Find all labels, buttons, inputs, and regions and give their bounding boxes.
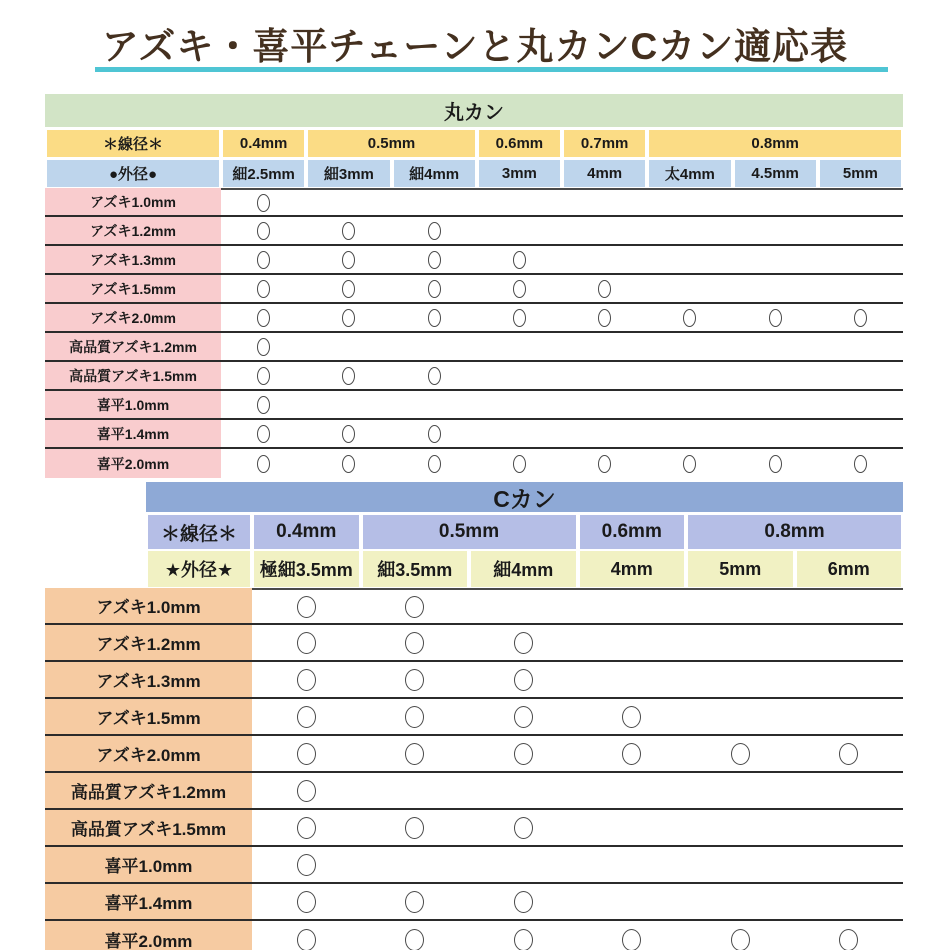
marukan-table-header: 丸カン [45,94,903,127]
title-underline [95,67,888,72]
compatibility-cell-empty [562,246,647,273]
compatibility-cell-marked [221,188,306,215]
compatible-circle-icon [428,222,441,240]
compatibility-cell-marked [361,588,470,623]
compatibility-cell-marked [477,275,562,302]
compatible-circle-icon [257,396,270,414]
compatibility-cell-empty [578,625,687,660]
compatibility-cell-marked [392,449,477,478]
compatibility-cell-marked [252,662,361,697]
table-row [45,625,903,662]
compatible-circle-icon [405,669,424,691]
compatibility-cell-marked [221,333,306,360]
compatible-circle-icon [405,817,424,839]
compatible-circle-icon [731,929,750,950]
compatibility-cell-empty [733,333,818,360]
compatibility-cell-empty [818,246,903,273]
compatible-circle-icon [839,929,858,950]
compatible-circle-icon [514,817,533,839]
compatibility-cell-marked [252,921,361,950]
compatibility-cell-marked [361,699,470,734]
compatibility-cell-marked [392,275,477,302]
compatibility-cell-empty [795,699,904,734]
compatibility-cell-empty [818,391,903,418]
chain-type-label: 高品質アズキ1.2mm [45,773,252,808]
table-row [45,217,903,246]
wire-diameter-value: 0.8mm [649,130,901,157]
compatibility-cell-empty [795,588,904,623]
compatibility-cell-marked [361,884,470,919]
compatible-circle-icon [405,706,424,728]
table-row [45,420,903,449]
compatibility-cell-empty [477,188,562,215]
compatibility-cell-marked [252,847,361,882]
compatibility-cell-empty [733,391,818,418]
table-row [45,736,903,773]
compatibility-cell-marked [252,736,361,771]
compatibility-cell-empty [647,391,732,418]
chain-type-label: 喜平1.0mm [45,391,221,418]
compatibility-cell-empty [477,217,562,244]
compatible-circle-icon [854,309,867,327]
compatibility-cell-marked [361,921,470,950]
compatible-circle-icon [297,632,316,654]
compatibility-cell-marked [562,304,647,331]
marukan-outer-diameter-row [45,160,903,187]
compatibility-cell-empty [578,847,687,882]
compatible-circle-icon [428,280,441,298]
compatibility-cell-marked [392,420,477,447]
compatibility-cell-marked [562,275,647,302]
compatible-circle-icon [297,706,316,728]
wire-diameter-value: 0.5mm [308,130,475,157]
compatibility-cell-marked [578,699,687,734]
compatibility-cell-empty [818,420,903,447]
compatible-circle-icon [428,251,441,269]
compatible-circle-icon [405,891,424,913]
compatible-circle-icon [405,743,424,765]
compatible-circle-icon [297,780,316,802]
compatible-circle-icon [428,309,441,327]
compatibility-cell-marked [392,217,477,244]
compatible-circle-icon [297,891,316,913]
compatible-circle-icon [405,632,424,654]
outer-diameter-value: 細3mm [308,160,389,187]
compatibility-cell-marked [477,304,562,331]
compatibility-cell-marked [578,736,687,771]
compatibility-cell-empty [562,188,647,215]
compatibility-cell-empty [818,333,903,360]
marukan-table-body [45,188,903,478]
compatibility-cell-marked [795,736,904,771]
compatible-circle-icon [769,309,782,327]
ckan-wire-diameter-row [146,515,903,549]
chain-type-label: アズキ1.3mm [45,662,252,697]
chain-type-label: アズキ1.2mm [45,217,221,244]
table-row [45,810,903,847]
compatibility-cell-empty [477,391,562,418]
chain-type-label: 喜平2.0mm [45,921,252,950]
compatibility-cell-empty [733,420,818,447]
compatibility-cell-marked [818,449,903,478]
compatible-circle-icon [598,280,611,298]
compatibility-cell-marked [252,810,361,845]
compatible-circle-icon [257,367,270,385]
wire-diameter-value: 0.6mm [580,515,685,549]
compatibility-cell-marked [392,362,477,389]
compatible-circle-icon [342,251,355,269]
compatibility-cell-marked [252,699,361,734]
wire-diameter-label: ＊線径＊ [148,515,250,549]
outer-diameter-value: 細3.5mm [363,551,468,587]
compatibility-cell-marked [252,773,361,808]
compatibility-cell-empty [647,362,732,389]
compatibility-cell-marked [306,362,391,389]
table-row [45,188,903,217]
compatible-circle-icon [297,929,316,950]
outer-diameter-value: 6mm [797,551,902,587]
wire-diameter-value: 0.4mm [223,130,304,157]
ckan-table-header: Cカン [146,482,903,512]
chain-type-label: アズキ1.5mm [45,699,252,734]
compatibility-cell-empty [469,773,578,808]
compatible-circle-icon [513,280,526,298]
chain-type-label: アズキ2.0mm [45,304,221,331]
table-row [45,275,903,304]
compatibility-cell-empty [795,810,904,845]
compatibility-cell-marked [306,275,391,302]
compatibility-cell-empty [733,362,818,389]
compatibility-cell-marked [361,662,470,697]
compatibility-cell-marked [221,217,306,244]
table-row [45,847,903,884]
compatibility-cell-marked [795,921,904,950]
compatibility-cell-marked [221,449,306,478]
table-row [45,246,903,275]
compatible-circle-icon [514,632,533,654]
compatible-circle-icon [514,706,533,728]
compatibility-cell-empty [392,188,477,215]
compatible-circle-icon [769,455,782,473]
compatibility-cell-empty [795,847,904,882]
compatibility-cell-marked [221,391,306,418]
outer-diameter-value: 細2.5mm [223,160,304,187]
compatible-circle-icon [683,455,696,473]
compatible-circle-icon [342,309,355,327]
chain-type-label: アズキ2.0mm [45,736,252,771]
table-row [45,449,903,478]
compatible-circle-icon [257,194,270,212]
compatibility-cell-empty [818,275,903,302]
compatible-circle-icon [514,669,533,691]
compatibility-cell-empty [562,362,647,389]
compatibility-cell-marked [469,662,578,697]
compatibility-cell-empty [306,333,391,360]
compatibility-cell-empty [477,362,562,389]
outer-diameter-value: 5mm [688,551,793,587]
compatibility-cell-empty [562,333,647,360]
compatible-circle-icon [683,309,696,327]
compatible-circle-icon [514,891,533,913]
compatibility-cell-marked [361,736,470,771]
compatible-circle-icon [342,280,355,298]
table-row [45,884,903,921]
compatible-circle-icon [297,854,316,876]
compatibility-cell-empty [392,333,477,360]
compatible-circle-icon [405,596,424,618]
outer-diameter-label: ★外径★ [148,551,250,587]
compatible-circle-icon [297,743,316,765]
compatibility-cell-empty [306,391,391,418]
chain-type-label: 高品質アズキ1.2mm [45,333,221,360]
compatibility-cell-marked [818,304,903,331]
outer-diameter-value: 3mm [479,160,560,187]
compatible-circle-icon [257,251,270,269]
chain-type-label: アズキ1.0mm [45,188,221,215]
compatible-circle-icon [854,455,867,473]
compatibility-cell-marked [469,884,578,919]
compatible-circle-icon [622,743,641,765]
compatibility-cell-marked [469,810,578,845]
compatibility-cell-marked [733,304,818,331]
ckan-table-header-block [146,482,903,587]
chain-type-label: アズキ1.0mm [45,588,252,623]
compatibility-cell-marked [469,625,578,660]
compatible-circle-icon [428,425,441,443]
compatibility-cell-empty [686,810,795,845]
compatibility-cell-empty [647,420,732,447]
compatibility-cell-marked [469,921,578,950]
compatible-circle-icon [428,367,441,385]
compatibility-cell-empty [686,662,795,697]
compatibility-cell-empty [477,333,562,360]
compatibility-cell-marked [392,246,477,273]
compatibility-cell-empty [361,773,470,808]
outer-diameter-value: 太4mm [649,160,730,187]
wire-diameter-value: 0.8mm [688,515,901,549]
compatibility-cell-empty [361,847,470,882]
table-row [45,333,903,362]
compatible-circle-icon [342,367,355,385]
compatibility-cell-empty [392,391,477,418]
wire-diameter-value: 0.7mm [564,130,645,157]
compatibility-cell-empty [818,217,903,244]
compatibility-cell-empty [647,246,732,273]
compatibility-cell-marked [252,625,361,660]
outer-diameter-value: 極細3.5mm [254,551,359,587]
chain-type-label: 高品質アズキ1.5mm [45,810,252,845]
compatibility-cell-marked [477,246,562,273]
compatibility-cell-empty [733,275,818,302]
compatible-circle-icon [257,222,270,240]
compatibility-cell-marked [562,449,647,478]
compatibility-cell-empty [686,699,795,734]
compatibility-cell-empty [795,625,904,660]
page-title: アズキ・喜平チェーンと丸カンCカン適応表 [101,26,849,67]
compatible-circle-icon [342,455,355,473]
compatibility-cell-empty [733,188,818,215]
compatibility-cell-marked [469,699,578,734]
outer-diameter-value: 5mm [820,160,901,187]
table-row [45,662,903,699]
compatibility-cell-marked [252,884,361,919]
compatible-circle-icon [257,309,270,327]
compatibility-cell-marked [578,921,687,950]
chain-type-label: アズキ1.5mm [45,275,221,302]
compatibility-cell-empty [578,588,687,623]
compatible-circle-icon [405,929,424,950]
compatibility-cell-empty [477,420,562,447]
compatibility-cell-empty [469,847,578,882]
compatibility-cell-marked [733,449,818,478]
compatibility-cell-marked [686,736,795,771]
compatibility-cell-empty [733,246,818,273]
compatible-circle-icon [297,817,316,839]
wire-diameter-value: 0.6mm [479,130,560,157]
compatible-circle-icon [257,425,270,443]
compatible-circle-icon [342,425,355,443]
table-row [45,362,903,391]
table-row [45,304,903,333]
compatibility-cell-marked [221,246,306,273]
compatible-circle-icon [731,743,750,765]
compatibility-cell-marked [221,420,306,447]
compatibility-cell-empty [562,420,647,447]
ckan-outer-diameter-row [146,551,903,587]
compatible-circle-icon [514,743,533,765]
compatible-circle-icon [598,455,611,473]
outer-diameter-value: 細4mm [394,160,475,187]
table-row [45,921,903,950]
compatibility-cell-marked [469,736,578,771]
compatibility-cell-marked [221,362,306,389]
compatibility-cell-empty [578,773,687,808]
marukan-wire-diameter-row [45,130,903,157]
compatibility-cell-marked [306,246,391,273]
table-row [45,699,903,736]
compatibility-cell-marked [361,625,470,660]
compatibility-cell-empty [686,847,795,882]
compatibility-cell-marked [221,304,306,331]
outer-diameter-value: 細4mm [471,551,576,587]
compatibility-cell-marked [647,304,732,331]
compatibility-cell-marked [361,810,470,845]
marukan-table [45,94,903,478]
compatibility-cell-empty [733,217,818,244]
compatible-circle-icon [428,455,441,473]
compatibility-cell-empty [818,362,903,389]
compatible-circle-icon [839,743,858,765]
chain-type-label: アズキ1.3mm [45,246,221,273]
compatible-circle-icon [514,929,533,950]
compatible-circle-icon [513,251,526,269]
compatible-circle-icon [342,222,355,240]
ckan-table-body-block [45,588,903,950]
compatibility-cell-empty [562,217,647,244]
compatibility-cell-marked [252,588,361,623]
compatibility-cell-empty [686,588,795,623]
compatibility-cell-marked [306,420,391,447]
compatible-circle-icon [257,455,270,473]
outer-diameter-value: 4mm [564,160,645,187]
outer-diameter-value: 4.5mm [735,160,816,187]
outer-diameter-label: ●外径● [47,160,219,187]
wire-diameter-value: 0.5mm [363,515,576,549]
compatibility-cell-marked [392,304,477,331]
wire-diameter-label: ＊線径＊ [47,130,219,157]
chain-type-label: 喜平2.0mm [45,449,221,478]
compatibility-cell-empty [562,391,647,418]
compatible-circle-icon [513,309,526,327]
compatible-circle-icon [257,280,270,298]
ckan-table-body [45,588,903,950]
compatibility-cell-empty [795,662,904,697]
compatibility-cell-empty [686,884,795,919]
chain-type-label: 喜平1.4mm [45,420,221,447]
compatible-circle-icon [297,596,316,618]
compatible-circle-icon [513,455,526,473]
compatibility-cell-empty [578,884,687,919]
compatibility-cell-marked [647,449,732,478]
compatibility-cell-empty [647,333,732,360]
compatibility-cell-empty [818,188,903,215]
chain-type-label: 喜平1.4mm [45,884,252,919]
table-row [45,391,903,420]
compatibility-cell-empty [795,884,904,919]
compatibility-cell-marked [477,449,562,478]
compatibility-cell-empty [578,662,687,697]
table-row [45,588,903,625]
chain-type-label: アズキ1.2mm [45,625,252,660]
compatibility-cell-empty [647,217,732,244]
compatibility-cell-empty [686,625,795,660]
outer-diameter-value: 4mm [580,551,685,587]
compatibility-cell-marked [306,304,391,331]
chain-type-label: 高品質アズキ1.5mm [45,362,221,389]
compatibility-cell-empty [469,588,578,623]
compatible-circle-icon [257,338,270,356]
compatibility-cell-empty [306,188,391,215]
chain-type-label: 喜平1.0mm [45,847,252,882]
compatible-circle-icon [598,309,611,327]
compatibility-cell-empty [795,773,904,808]
compatibility-cell-marked [221,275,306,302]
compatibility-cell-empty [686,773,795,808]
compatibility-cell-empty [647,275,732,302]
compatibility-cell-empty [578,810,687,845]
compatible-circle-icon [622,929,641,950]
compatibility-cell-marked [306,217,391,244]
compatibility-cell-empty [647,188,732,215]
wire-diameter-value: 0.4mm [254,515,359,549]
compatibility-cell-marked [306,449,391,478]
table-row [45,773,903,810]
compatible-circle-icon [297,669,316,691]
compatibility-cell-marked [686,921,795,950]
compatible-circle-icon [622,706,641,728]
